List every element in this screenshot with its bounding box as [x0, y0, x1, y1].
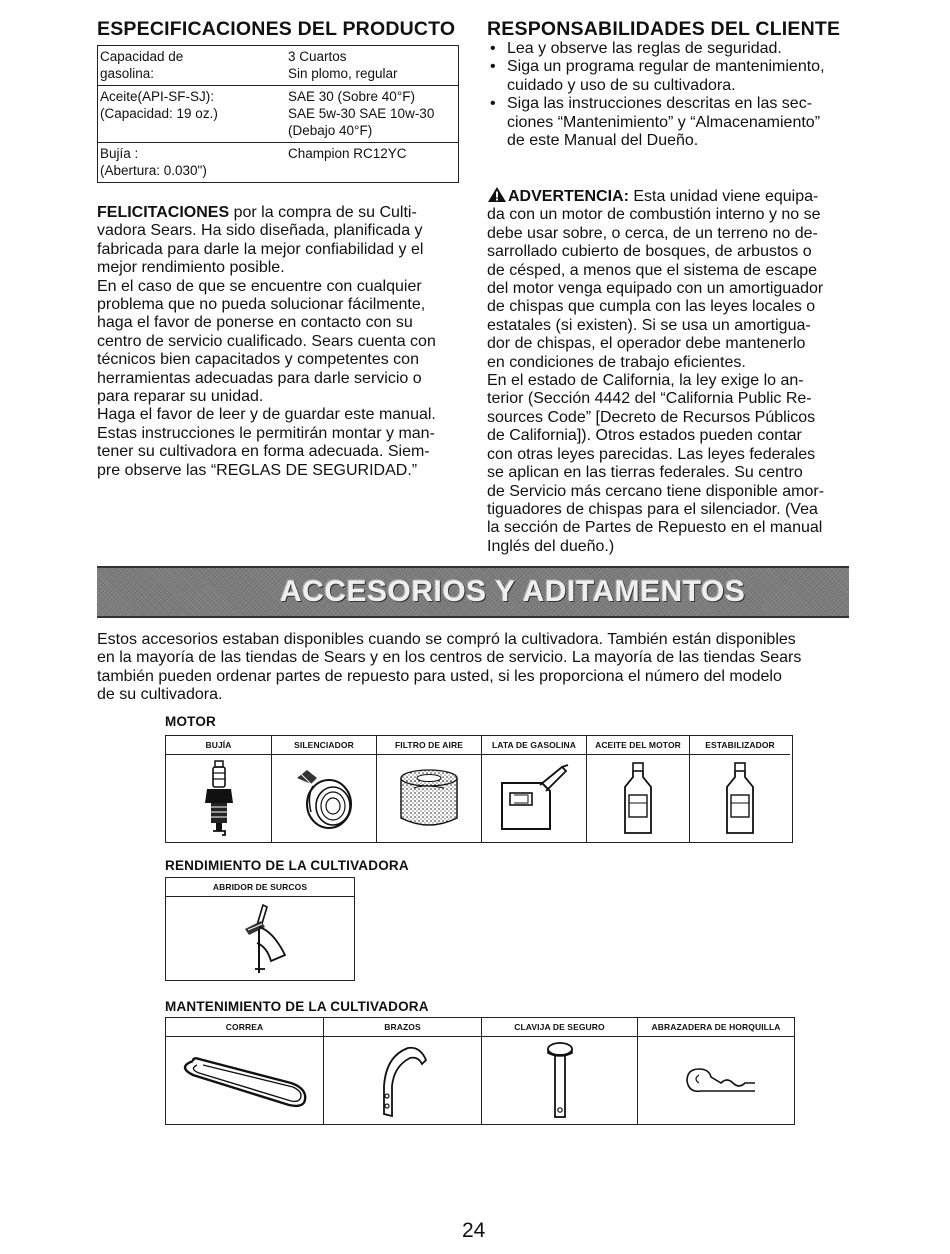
- accessories-intro: [97, 631, 857, 705]
- paragraph-line: en la mayoría de las tiendas de Sears y en los centros de servicio. La mayoría de las tiendas Sears: [97, 649, 802, 667]
- maintenance-heading: MANTENIMIENTO DE LA CULTIVADORA: [165, 999, 429, 1014]
- congratulations-paragraph: [97, 204, 467, 480]
- paragraph-line: de Servicio más cercano tiene disponible amor-: [487, 482, 825, 500]
- paragraph-line: problema que no pueda solucionar fácilmente,: [97, 296, 426, 314]
- spec-label: Capacidad de: [100, 49, 184, 64]
- paragraph-line: En el caso de que se encuentre con cualquier: [97, 277, 422, 295]
- accessory-label: BRAZOS: [324, 1018, 481, 1037]
- paragraph-line: del motor venga equipado con un amortiguador: [487, 280, 824, 298]
- paragraph-line: Estos accesorios estaban disponibles cuando se compró la cultivadora. También están disponibles: [97, 631, 796, 648]
- accessories-banner: [97, 566, 849, 618]
- paragraph-line: de chispas que cumpla con las leyes locales o: [487, 298, 816, 316]
- paragraph-line: haga el favor de ponerse en contacto con su: [97, 314, 413, 332]
- paragraph-line: sources Code” [Decreto de Recursos Públicos: [487, 408, 816, 426]
- paragraph-line: de su cultivadora.: [97, 686, 223, 704]
- paragraph-line: pre observe las “REGLAS DE SEGURIDAD.”: [97, 461, 418, 479]
- accessory-stabilizer: [690, 736, 790, 842]
- spec-label: (Capacidad: 19 oz.): [100, 106, 218, 121]
- gas-can-icon: [492, 763, 576, 835]
- accessory-air-filter: [377, 736, 482, 842]
- paragraph-line: herramientas adecuadas para darle servicio o: [97, 369, 422, 387]
- paragraph-line: también pueden ordenar partes de repuesto para usted, si les proporciona el número del modelo: [97, 667, 782, 685]
- accessory-label: BUJÍA: [166, 736, 271, 755]
- accessory-label: ABRAZADERA DE HORQUILLA: [638, 1018, 794, 1037]
- accessory-label: LATA DE GASOLINA: [482, 736, 586, 755]
- spec-row-spark-plug: [98, 143, 458, 182]
- spark-plug-icon: [199, 759, 239, 839]
- spec-row-fuel: [98, 46, 458, 86]
- spec-label: Aceite(API-SF-SJ):: [100, 89, 215, 104]
- accessory-muffler: [272, 736, 377, 842]
- accessory-label: ACEITE DEL MOTOR: [587, 736, 689, 755]
- performance-heading: RENDIMIENTO DE LA CULTIVADORA: [165, 858, 409, 873]
- paragraph-line: tiguadores de chispas para el silenciador. (Vea: [487, 500, 818, 518]
- paragraph-line: terior (Sección 4442 del “California Public Re-: [487, 390, 812, 408]
- list-item: • Siga un programa regular de mantenimiento, cuidado y uso de su cultivadora.: [487, 58, 867, 95]
- performance-accessories-grid: [165, 877, 355, 981]
- warning-paragraph: [487, 186, 867, 556]
- paragraph-line: por la compra de su Culti-: [229, 204, 417, 221]
- paragraph-line: estatales (si existen). Si se usa un amortigua-: [487, 316, 811, 334]
- stabilizer-bottle-icon: [720, 761, 760, 837]
- spec-value: SAE 30 (Sobre 40°F): [288, 89, 415, 104]
- paragraph-line: da con un motor de combustión interno y no se: [487, 206, 821, 224]
- spec-label: Bujía :: [100, 146, 139, 161]
- belt-icon: [175, 1051, 315, 1111]
- paragraph-line: Inglés del dueño.): [487, 537, 615, 555]
- accessory-tines: [324, 1018, 482, 1124]
- accessory-label: SILENCIADOR: [272, 736, 376, 755]
- motor-heading: MOTOR: [165, 714, 216, 729]
- warning-label: ADVERTENCIA:: [508, 188, 629, 205]
- paragraph-line: dor de chispas, el operador debe mantenerlo: [487, 335, 806, 353]
- furrower-icon: [215, 899, 305, 979]
- spec-heading: ESPECIFICACIONES DEL PRODUCTO: [97, 18, 456, 40]
- air-filter-icon: [394, 764, 464, 834]
- clevis-pin-icon: [540, 1040, 580, 1122]
- muffler-icon: [289, 764, 359, 834]
- oil-bottle-icon: [618, 761, 658, 837]
- spec-value: SAE 5w-30 SAE 10w-30: [288, 106, 435, 121]
- paragraph-line: de California]). Otros estados pueden contar: [487, 427, 802, 445]
- congratulations-lead: FELICITACIONES: [97, 204, 230, 221]
- paragraph-line: fabricada para darle la mejor confiabilidad y el: [97, 240, 424, 258]
- paragraph-line: se aplican en las tierras federales. Su centro: [487, 464, 803, 482]
- warning-triangle-icon: [487, 186, 507, 203]
- spec-value: Sin plomo, regular: [288, 66, 398, 81]
- accessory-gas-can: [482, 736, 587, 842]
- paragraph-line: Esta unidad viene equipa-: [628, 188, 819, 205]
- spec-value: Champion RC12YC: [288, 146, 407, 161]
- paragraph-line: sarrollado cubierto de bosques, de arbustos o: [487, 243, 812, 261]
- paragraph-line: vadora Sears. Ha sido diseñada, planificada y: [97, 222, 423, 240]
- paragraph-line: tener su cultivadora en forma adecuada. Siem-: [97, 443, 430, 461]
- accessory-label: ESTABILIZADOR: [690, 736, 790, 755]
- accessory-label: CLAVIJA DE SEGURO: [482, 1018, 637, 1037]
- paragraph-line: mejor rendimiento posible.: [97, 259, 285, 277]
- accessory-label: CORREA: [166, 1018, 323, 1037]
- paragraph-line: técnicos bien capacitados y competentes con: [97, 351, 419, 369]
- motor-accessories-grid: [165, 735, 793, 843]
- accessory-clevis-pin: [482, 1018, 638, 1124]
- spec-value: (Debajo 40°F): [288, 123, 373, 138]
- accessory-furrower: [166, 878, 354, 980]
- paragraph-line: En el estado de California, la ley exige lo an-: [487, 372, 804, 390]
- paragraph-line: con otras leyes parecidas. Las leyes federales: [487, 445, 816, 463]
- responsibilities-heading: RESPONSABILIDADES DEL CLIENTE: [487, 18, 841, 40]
- spec-value: 3 Cuartos: [288, 49, 347, 64]
- paragraph-line: Estas instrucciones le permitirán montar y man-: [97, 424, 435, 442]
- paragraph-line: centro de servicio cualificado. Sears cuenta con: [97, 332, 436, 350]
- paragraph-line: para reparar su unidad.: [97, 388, 264, 406]
- paragraph-line: la sección de Partes de Repuesto en el manual: [487, 519, 823, 537]
- responsibilities-list: [487, 40, 867, 150]
- paragraph-line: debe usar sobre, o cerca, de un terreno no de-: [487, 224, 818, 242]
- accessory-engine-oil: [587, 736, 690, 842]
- list-item: • Lea y observe las reglas de seguridad.: [487, 40, 867, 58]
- accessory-spark-plug: [166, 736, 272, 842]
- spec-table: [97, 45, 459, 183]
- list-item: • Siga las instrucciones descritas en las sec- ciones “Mantenimiento” y “Almacenamiento” de este Manual del Dueño.: [487, 95, 867, 150]
- accessory-label: ABRIDOR DE SURCOS: [166, 878, 354, 897]
- banner-title: ACCESORIOS Y ADITAMENTOS: [280, 575, 746, 608]
- accessory-label: FILTRO DE AIRE: [377, 736, 481, 755]
- page-number: 24: [462, 1219, 486, 1242]
- maintenance-accessories-grid: [165, 1017, 795, 1125]
- spec-label: gasolina:: [100, 66, 155, 81]
- tine-icon: [368, 1040, 438, 1122]
- paragraph-line: Haga el favor de leer y de guardar este manual.: [97, 406, 436, 424]
- paragraph-line: de césped, a menos que el sistema de escape: [487, 261, 817, 279]
- spec-row-oil: [98, 86, 458, 143]
- spec-label: (Abertura: 0.030"): [100, 163, 207, 178]
- accessory-hairpin-clip: [638, 1018, 794, 1124]
- accessory-belt: [166, 1018, 324, 1124]
- hairpin-clip-icon: [671, 1061, 761, 1101]
- paragraph-line: en condiciones de trabajo eficientes.: [487, 353, 746, 371]
